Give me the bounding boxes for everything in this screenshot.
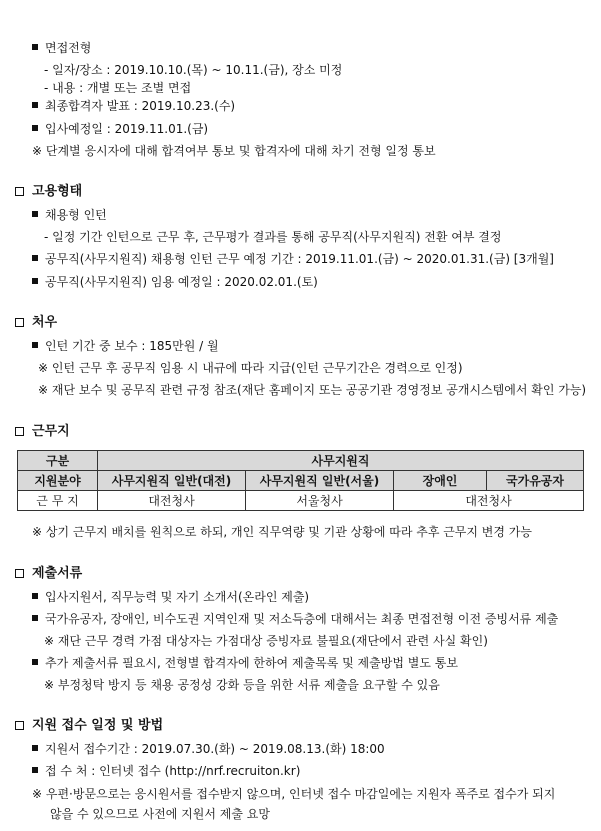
bullet-employment-3: 공무직(사무지원직) 임용 예정일 : 2020.02.01.(토) (32, 274, 318, 290)
table-row-label: 근 무 지 (18, 491, 98, 511)
bullet-application-1: 지원서 접수기간 : 2019.07.30.(화) ~ 2019.08.13.(화) 18:00 (32, 741, 385, 757)
bullet-final-announce: 최종합격자 발표 : 2019.10.23.(수) (32, 98, 235, 114)
workplace-table (17, 450, 584, 511)
table-col-seoul-daejeon: 사무지원직 일반(대전) (98, 471, 246, 491)
interview-date-place: - 일자/장소 : 2019.10.10.(목) ~ 10.11.(금), 장소 미정 (44, 63, 343, 77)
bullet-employment-2: 공무직(사무지원직) 채용형 인턴 근무 예정 기간 : 2019.11.01.(금) ~ 2020.01.31.(금) [3개월] (32, 251, 554, 267)
checkbox-square-icon (15, 569, 24, 578)
table-col-veteran: 국가유공자 (487, 471, 584, 491)
checkbox-square-icon (15, 721, 24, 730)
bullet-documents-2: 국가유공자, 장애인, 비수도권 지역인재 및 저소득층에 대해서는 최종 면접전형 이전 증빙서류 제출 (32, 611, 558, 627)
checkbox-square-icon (15, 187, 24, 196)
bullet-employment-1: 채용형 인턴 (32, 207, 107, 223)
bullet-interview (32, 40, 91, 56)
documents-note-1: ※ 재단 근무 경력 가점 대상자는 가점대상 증빙자료 불필요(재단에서 관련 사실 확인) (44, 634, 488, 648)
section-treatment: 처우 (15, 314, 57, 332)
application-note-1: ※ 우편·방문으로는 응시원서를 접수받지 않으며, 인터넷 접수 마감일에는 지원자 폭주로 접수가 되지 (32, 787, 556, 801)
documents-note-2: ※ 부정청탁 방지 등 채용 공정성 강화 등을 위한 서류 제출을 요구할 수 있음 (44, 678, 440, 692)
interview-note: ※ 단계별 응시자에 대해 합격여부 통보 및 합격자에 대해 차기 전형 일정 통보 (32, 144, 436, 158)
table-cell: 대전청사 (98, 491, 246, 511)
table-col-seoul: 사무지원직 일반(서울) (246, 471, 394, 491)
section-documents: 제출서류 (15, 565, 82, 583)
bullet-start-date: 입사예정일 : 2019.11.01.(금) (32, 121, 208, 137)
table-header-field: 지원분야 (18, 471, 98, 491)
section-workplace: 근무지 (15, 423, 70, 441)
treatment-note-1: ※ 인턴 근무 후 공무직 임용 시 내규에 따라 지급(인턴 근무기간은 경력으로 인정) (38, 361, 463, 375)
checkbox-square-icon (15, 427, 24, 436)
bullet-documents-3: 추가 제출서류 필요시, 전형별 합격자에 한하여 제출목록 및 제출방법 별도 통보 (32, 655, 458, 671)
section-employment: 고용형태 (15, 183, 82, 201)
application-note-2: 않을 수 있으므로 사전에 지원서 제출 요망 (50, 807, 270, 821)
table-cell: 대전청사 (394, 491, 584, 511)
bullet-application-2: 접 수 처 : 인터넷 접수 (http://nrf.recruiton.kr) (32, 763, 300, 779)
bullet-documents-1: 입사지원서, 직무능력 및 자기 소개서(온라인 제출) (32, 589, 309, 605)
bullet-treatment-1: 인턴 기간 중 보수 : 185만원 / 월 (32, 338, 219, 354)
interview-content: - 내용 : 개별 또는 조별 면접 (44, 81, 192, 95)
treatment-note-2: ※ 재단 보수 및 공무직 관련 규정 참조(재단 홈페이지 또는 공공기관 경영정보 공개시스템에서 확인 가능) (38, 383, 587, 397)
table-header-group: 사무지원직 (98, 451, 584, 471)
checkbox-square-icon (15, 318, 24, 327)
table-header-category: 구분 (18, 451, 98, 471)
workplace-note: ※ 상기 근무지 배치를 원칙으로 하되, 개인 직무역량 및 기관 상황에 따라 추후 근무지 변경 가능 (32, 525, 532, 539)
section-application: 지원 접수 일정 및 방법 (15, 717, 163, 735)
table-cell: 서울청사 (246, 491, 394, 511)
table-col-disabled: 장애인 (394, 471, 487, 491)
interview-title: 면접전형 (45, 41, 92, 55)
employment-sub: - 일정 기간 인턴으로 근무 후, 근무평가 결과를 통해 공무직(사무지원직) 전환 여부 결정 (44, 230, 502, 244)
